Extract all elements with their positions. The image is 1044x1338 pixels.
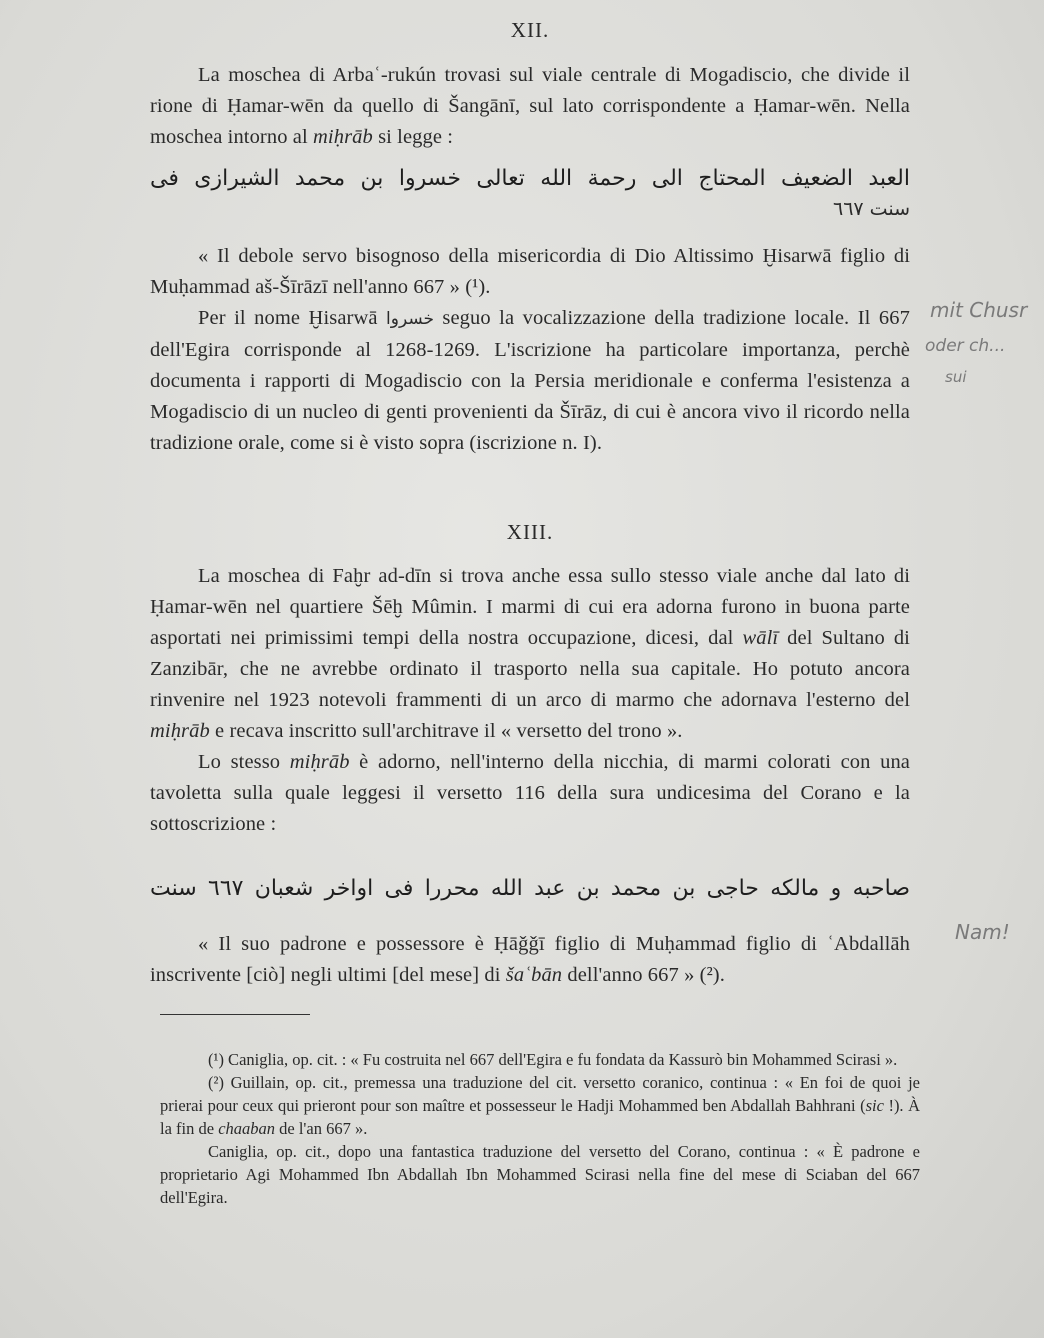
italic-term: miḥrāb: [289, 751, 350, 773]
paragraph: « Il debole servo bisognoso della misericordia di Dio Altissimo Ḫisarwā figlio di Muḥammad aš-Šīrāzī nell'anno 667 » (¹).: [150, 245, 910, 298]
text-run: « Il suo padrone e possessore è Ḥāǧǧī figlio di Muḥammad figlio di ʿAbdallāh inscrivente [ciò] negli ultimi [del mese] di: [150, 933, 910, 986]
arabic-inscription-1-date: سنت ٦٦٧: [833, 198, 910, 220]
text-run: La moschea di Faḫr ad-dīn si trova anche essa sullo stesso viale anche dal lato di Ḥamar-wēn nel quartiere Šēḫ Mûmin. I marmi di cui era adorna furono in buona parte asportati nei primissimi tempi della nostra occupazione, dicesi, dal: [150, 565, 910, 649]
section-xiii-paragraphs: [150, 561, 910, 840]
section-xii-paragraph-2: [150, 241, 910, 459]
paragraph: [150, 929, 910, 991]
footnote-2: [160, 1071, 920, 1140]
text-run: si legge :: [372, 126, 454, 148]
text-run: e recava inscritto sull'architrave il « versetto del trono ».: [209, 720, 683, 742]
footnote-3: Caniglia, op. cit., dopo una fantastica traduzione del versetto del Corano, continua : « È padrone e proprietario Agi Mohammed Ibn Abdallah Ibn Mohammed Scirasi nella fine del mese di Sciaban del 667 dell'Egira.: [160, 1142, 920, 1207]
text-run: de l'an 667 ».: [275, 1119, 368, 1138]
text-run: Lo stesso: [198, 751, 290, 773]
handwritten-margin-note-4: Nam!: [955, 920, 1010, 944]
paragraph: [150, 303, 910, 459]
text-run: (²) Guillain, op. cit., premessa una traduzione del cit. versetto coranico, continua : « En foi de quoi je prierai pour ceux qui prieront pour son maître et possesseur le Hadji Mohammed ben Abdallah Bahhrani (: [160, 1073, 920, 1115]
handwritten-margin-note-1: mit Chusr: [930, 298, 1028, 322]
section-heading-xii: XII.: [510, 18, 550, 42]
italic-term: chaaban: [218, 1119, 276, 1138]
text-run: dell'anno 667 » (²).: [562, 964, 725, 986]
italic-term: wālī: [742, 627, 779, 649]
footnote-1: (¹) Caniglia, op. cit. : « Fu costruita nel 667 dell'Egira e fu fondata da Kassurò bin Mohammed Scirasi ».: [208, 1050, 898, 1069]
text-run: del Sultano di Zanzibār, che ne avrebbe ordinato il trasporto nella sua capitale. Ho potuto ancora rinvenire nel 1923 notevoli frammenti di un arco di marmo che adornava l'esterno del: [150, 627, 910, 711]
arabic-word: خسروا: [386, 309, 435, 329]
section-heading-xiii: XIII.: [506, 520, 554, 544]
footnote-separator: [160, 1014, 310, 1015]
handwritten-margin-note-2: oder ch...: [925, 336, 1006, 356]
italic-term: miḥrāb: [313, 126, 373, 148]
text-run: seguo la vocalizzazione della tradizione locale. Il 667 dell'Egira corrisponde al 1268-1269. L'iscrizione ha particolare importanza, perchè documenta i rapporti di Mogadiscio con la Persia meridionale e conferma l'esistenza a Mogadiscio di un nucleo di genti provenienti da Šīrāz, di cui è ancora vivo il ricordo nella tradizione orale, come si è visto sopra (iscrizione n. I).: [150, 307, 910, 454]
handwritten-margin-note-3: sui: [945, 368, 967, 386]
section-xiii-paragraph-3: [150, 929, 910, 991]
text-run: è adorno, nell'interno della nicchia, di marmi colorati con una tavoletta sulla quale leggesi il versetto 116 della sura undicesima del Corano e la sottoscrizione :: [150, 751, 911, 835]
arabic-inscription-2: صاحبه و مالكه حاجى بن محمد بن عبد الله محررا فى اواخر شعبان ٦٦٧ سنت: [150, 876, 911, 901]
text-run: Per il nome Ḫisarwā: [198, 307, 387, 329]
text-run: !). À la fin de: [160, 1096, 920, 1138]
paragraph: [150, 60, 910, 153]
text-run: La moschea di Arbaʿ-rukún trovasi sul viale centrale di Mogadiscio, che divide il rione di Ḥamar-wēn da quello di Šangānī, sul lato corrispondente a Ḥamar-wēn. Nella moschea intorno al: [150, 64, 910, 148]
section-xii-paragraph-1: [150, 60, 910, 153]
paragraph: [150, 747, 910, 840]
italic-term: miḥrāb: [150, 720, 210, 742]
arabic-inscription-1: العبد الضعيف المحتاج الى رحمة الله تعالى خسروا بن محمد الشيرازى فى: [150, 166, 910, 191]
italic-term: šaʿbān: [505, 964, 563, 986]
paragraph: [150, 561, 910, 747]
footnotes: [160, 1048, 920, 1209]
italic-term: sic: [865, 1096, 884, 1115]
